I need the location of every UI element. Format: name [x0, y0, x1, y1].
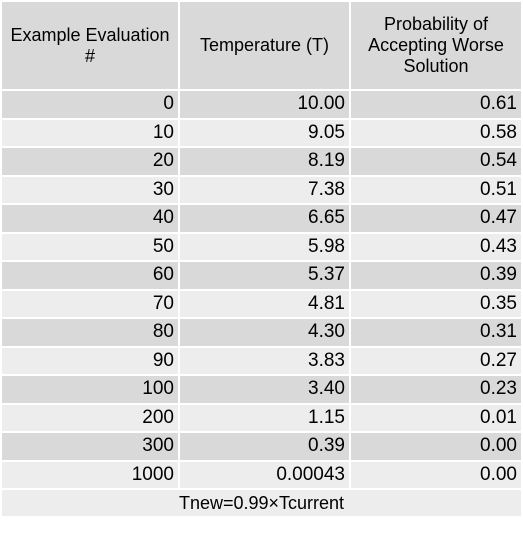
cell-probability: 0.58 — [351, 120, 521, 147]
cell-evaluation: 10 — [2, 120, 178, 147]
cell-temperature: 3.40 — [180, 376, 349, 403]
cell-probability: 0.01 — [351, 405, 521, 432]
cell-temperature: 10.00 — [180, 91, 349, 118]
cell-probability: 0.31 — [351, 319, 521, 346]
table-row — [2, 262, 521, 289]
cell-probability: 0.61 — [351, 91, 521, 118]
cell-probability: 0.23 — [351, 376, 521, 403]
cell-temperature: 3.83 — [180, 348, 349, 375]
cell-evaluation: 70 — [2, 291, 178, 318]
formula-text: Tnew=0.99×Tcurrent — [2, 490, 521, 516]
table-row — [2, 120, 521, 147]
cell-evaluation: 30 — [2, 177, 178, 204]
table-row — [2, 462, 521, 489]
table-row — [2, 205, 521, 232]
cell-probability: 0.47 — [351, 205, 521, 232]
cell-temperature: 4.81 — [180, 291, 349, 318]
cell-probability: 0.43 — [351, 234, 521, 261]
cell-evaluation: 1000 — [2, 462, 178, 489]
cell-probability: 0.00 — [351, 462, 521, 489]
table-row — [2, 234, 521, 261]
cell-temperature: 8.19 — [180, 148, 349, 175]
cell-evaluation: 300 — [2, 433, 178, 460]
cell-temperature: 1.15 — [180, 405, 349, 432]
table-row — [2, 433, 521, 460]
table-row — [2, 148, 521, 175]
cell-evaluation: 40 — [2, 205, 178, 232]
cell-probability: 0.54 — [351, 148, 521, 175]
cell-evaluation: 90 — [2, 348, 178, 375]
table-row — [2, 291, 521, 318]
formula-row — [2, 490, 521, 516]
cell-temperature: 6.65 — [180, 205, 349, 232]
cell-temperature: 9.05 — [180, 120, 349, 147]
cell-temperature: 7.38 — [180, 177, 349, 204]
cell-probability: 0.00 — [351, 433, 521, 460]
header-row — [2, 2, 521, 89]
cell-evaluation: 200 — [2, 405, 178, 432]
table-row — [2, 319, 521, 346]
table-row — [2, 348, 521, 375]
cell-evaluation: 60 — [2, 262, 178, 289]
cell-temperature: 4.30 — [180, 319, 349, 346]
cell-evaluation: 50 — [2, 234, 178, 261]
cell-temperature: 5.98 — [180, 234, 349, 261]
cell-probability: 0.35 — [351, 291, 521, 318]
cell-evaluation: 100 — [2, 376, 178, 403]
cell-probability: 0.39 — [351, 262, 521, 289]
cell-probability: 0.27 — [351, 348, 521, 375]
cell-evaluation: 20 — [2, 148, 178, 175]
cell-evaluation: 0 — [2, 91, 178, 118]
header-temperature: Temperature (T) — [180, 2, 349, 89]
table-row — [2, 91, 521, 118]
header-probability: Probability of Accepting Worse Solution — [351, 2, 521, 89]
header-evaluation: Example Evaluation # — [2, 2, 178, 89]
cell-temperature: 5.37 — [180, 262, 349, 289]
table-row — [2, 376, 521, 403]
cell-temperature: 0.00043 — [180, 462, 349, 489]
table-row — [2, 177, 521, 204]
cell-evaluation: 80 — [2, 319, 178, 346]
table-row — [2, 405, 521, 432]
cell-temperature: 0.39 — [180, 433, 349, 460]
cell-probability: 0.51 — [351, 177, 521, 204]
